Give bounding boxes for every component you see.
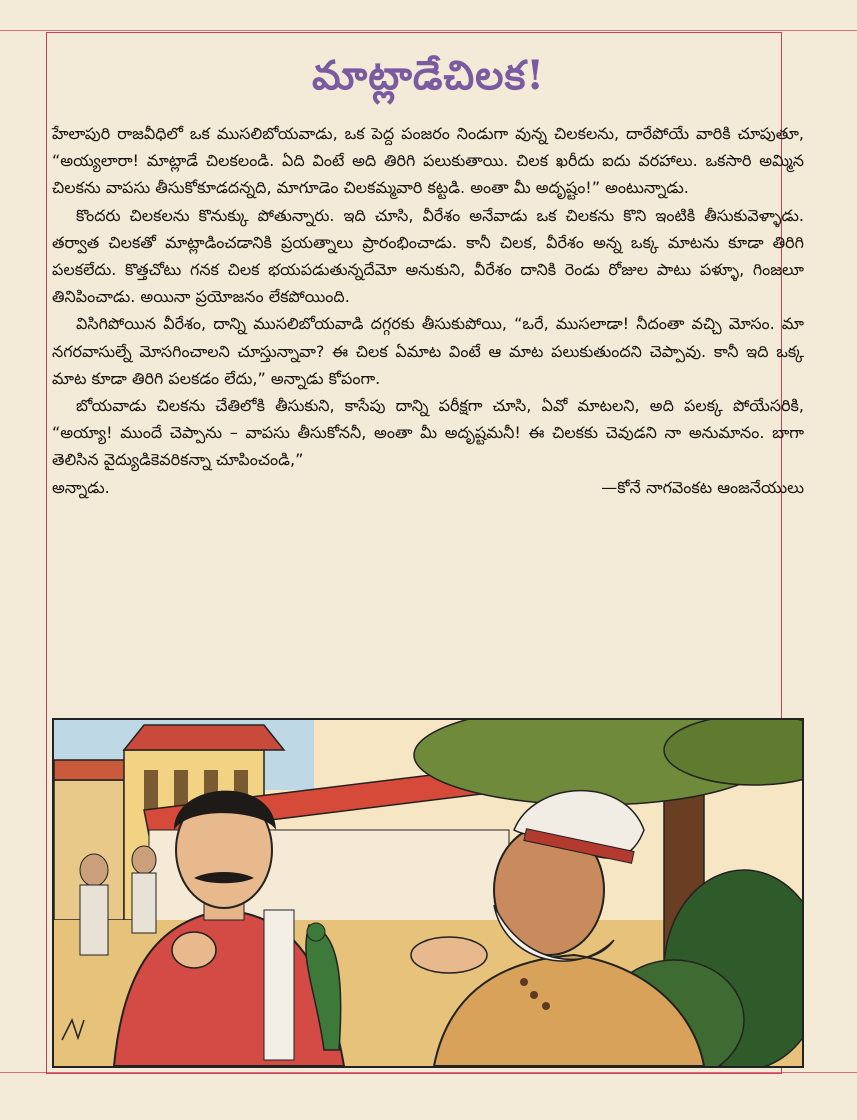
story-paragraph: బోయవాడు చిలకను చేతిలోకి తీసుకుని, కాసేపు దాన్ని పరీక్షగా చూసి, ఏవో మాటలని, అది పలక్క పోయేసరికి, “అయ్యా! ముందే చెప్పాను – వాపసు తీసుకోననీ, అంతా మీ అదృష్టమనీ! ఈ చిలకకు చెవుడని నా అనుమానం. బాగా తెలిసిన వైద్యుడికెవరికన్నా చూపించండి,” bbox=[52, 396, 804, 470]
closing-row bbox=[52, 474, 804, 501]
story-paragraph: కొందరు చిలకలను కొనుక్కు పోతున్నారు. ఇది చూసి, వీరేశం అనేవాడు ఒక చిలకను కొని ఇంటికి తీసుకువెళ్ళాడు. తర్వాత చిలకతో మాట్లాడించడానికి ప్రయత్నాలు ప్రారంభించాడు. కానీ చిలక, వీరేశం అన్న ఒక్క మాటను కూడా తిరిగి పలకలేదు. కొత్తచోటు గనక చిలక భయపడుతున్నదేమో అనుకుని, వీరేశం దానికి రెండు రోజుల పాటు పళ్ళూ, గింజలూ తినిపించాడు. అయినా ప్రయోజనం లేకపోయింది. bbox=[52, 205, 804, 307]
illustration-art bbox=[54, 720, 802, 1066]
story-illustration bbox=[52, 718, 804, 1068]
top-margin-rule bbox=[0, 30, 857, 31]
story-paragraph: విసిగిపోయిన వీరేశం, దాన్ని ముసలిబోయవాడి దగ్గరకు తీసుకుపోయి, “ఒరే, ముసలాడా! నీదంతా వచ్చి మోసం. మా నగరవాసుల్నే మోసగించాలని చూస్తున్నావా? ఈ చిలక ఏమాట వింటే ఆ మాట పలుకుతుందని చెప్పావు. కానీ ఇది ఒక్క మాట కూడా తిరిగి పలకడం లేదు,” అన్నాడు కోపంగా. bbox=[52, 314, 804, 388]
story-paragraph: హేలాపురి రాజవీధిలో ఒక ముసలిబోయవాడు, ఒక పెద్ద పంజరం నిండుగా వున్న చిలకలను, దారేపోయే వారికి చూపుతూ, “అయ్యలారా! మాట్లాడే చిలకలండి. ఏది వింటే అది తిరిగి పలుకుతాయి. చిలక ఖరీదు ఐదు వరహాలు. ఒకసారి అమ్మిన చిలకను వాపసు తీసుకోకూడదన్నది, మాగూడెం చిలకమ్మవారి కట్టడి. అంతా మీ అదృష్టం!” అంటున్నాడు. bbox=[52, 124, 804, 198]
closing-word: అన్నాడు. bbox=[52, 477, 110, 497]
story-title: మాట్లాడేచిలక! bbox=[312, 52, 545, 99]
author-byline: —కోనే నాగవెంకట ఆంజనేయులు bbox=[601, 477, 804, 497]
story-body bbox=[52, 120, 804, 501]
